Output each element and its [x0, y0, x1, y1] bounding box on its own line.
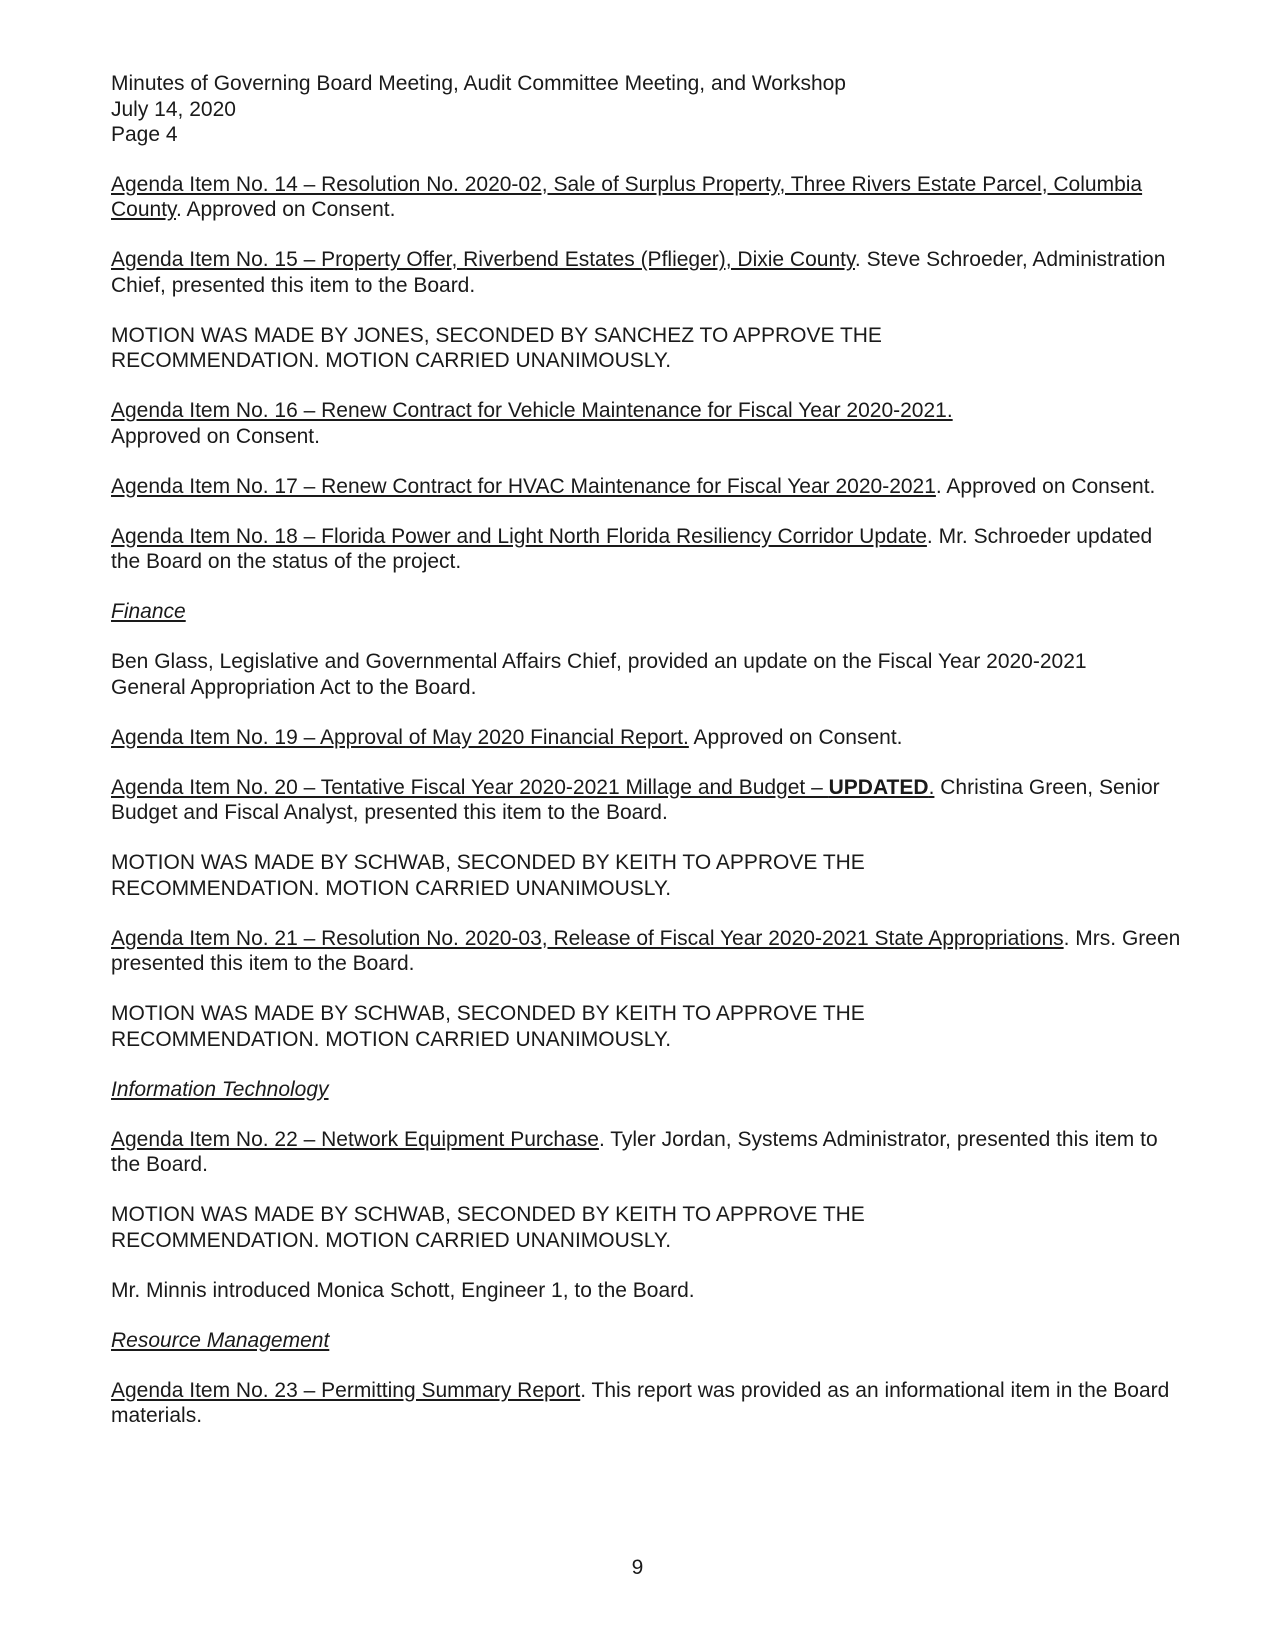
agenda-item-15-title: Agenda Item No. 15 – Property Offer, Riverbend Estates (Pflieger), Dixie County — [111, 248, 855, 271]
agenda-item-23-text: . This report was provided as an informational item in the Board materials. — [111, 1378, 1170, 1427]
agenda-item-16-title: Agenda Item No. 16 – Renew Contract for Vehicle Maintenance for Fiscal Year 2020-2021. — [111, 399, 953, 422]
document-page — [111, 71, 1186, 1453]
section-information-technology — [111, 1077, 1186, 1103]
agenda-item-21-text: . Mrs. Green presented this item to the Board. — [111, 926, 1181, 975]
agenda-item-20-dot: . — [928, 775, 935, 799]
agenda-item-23 — [111, 1378, 1186, 1429]
section-finance — [111, 599, 1186, 625]
agenda-item-17-title: Agenda Item No. 17 – Renew Contract for HVAC Maintenance for Fiscal Year 2020-2021 — [111, 474, 936, 498]
motion-item-21: MOTION WAS MADE BY SCHWAB, SECONDED BY KEITH TO APPROVE THE RECOMMENDATION. MOTION CARRIED UNANIMOUSLY. — [111, 1002, 865, 1051]
it-heading: Information Technology — [111, 1077, 329, 1101]
header-date: July 14, 2020 — [111, 97, 236, 121]
agenda-item-17 — [111, 474, 1186, 500]
agenda-item-16-text: Approved on Consent. — [111, 424, 320, 448]
updated-label: UPDATED — [828, 775, 929, 799]
agenda-item-15-text: . Steve Schroeder, Administration Chief, presented this item to the Board. — [111, 248, 1166, 297]
agenda-item-20-title — [111, 776, 934, 799]
document-header — [111, 71, 1186, 148]
rm-heading: Resource Management — [111, 1328, 330, 1352]
minnis-introduction: Mr. Minnis introduced Monica Schott, Engineer 1, to the Board. — [111, 1278, 695, 1302]
agenda-item-14-text: . Approved on Consent. — [175, 198, 396, 221]
agenda-item-15 — [111, 247, 1186, 298]
page-number: 9 — [631, 1556, 644, 1579]
header-title: Minutes of Governing Board Meeting, Audit Committee Meeting, and Workshop — [111, 72, 846, 95]
section-resource-management — [111, 1328, 1186, 1354]
motion-item-20: MOTION WAS MADE BY SCHWAB, SECONDED BY KEITH TO APPROVE THE RECOMMENDATION. MOTION CARRIED UNANIMOUSLY. — [111, 851, 865, 900]
agenda-item-16 — [111, 398, 1186, 449]
agenda-item-20-text: Christina Green, Senior Budget and Fiscal Analyst, presented this item to the Board. — [111, 775, 1160, 824]
glass-update: Ben Glass, Legislative and Governmental Affairs Chief, provided an update on the Fiscal Year 2020-2021 General Appropriation Act to the Board. — [111, 650, 1087, 699]
agenda-item-19-text: Approved on Consent. — [688, 725, 903, 749]
agenda-item-18-title: Agenda Item No. 18 – Florida Power and Light North Florida Resiliency Corridor Update — [111, 524, 927, 548]
agenda-item-22-title: Agenda Item No. 22 – Network Equipment Purchase — [111, 1127, 599, 1151]
agenda-item-20-title-text: Agenda Item No. 20 – Tentative Fiscal Year 2020-2021 Millage and Budget – — [111, 775, 829, 799]
agenda-item-21-title: Agenda Item No. 21 – Resolution No. 2020-03, Release of Fiscal Year 2020-2021 State Appropriations — [111, 926, 1064, 950]
agenda-item-18-text: . Mr. Schroeder updated the Board on the status of the project. — [111, 524, 1153, 573]
agenda-item-22 — [111, 1127, 1186, 1178]
motion-item-15: MOTION WAS MADE BY JONES, SECONDED BY SANCHEZ TO APPROVE THE RECOMMENDATION. MOTION CARRIED UNANIMOUSLY. — [111, 323, 882, 372]
header-page: Page 4 — [111, 123, 178, 146]
agenda-item-14 — [111, 172, 1186, 223]
finance-heading: Finance — [111, 600, 186, 623]
motion-item-22: MOTION WAS MADE BY SCHWAB, SECONDED BY KEITH TO APPROVE THE RECOMMENDATION. MOTION CARRIED UNANIMOUSLY. — [111, 1203, 865, 1252]
agenda-item-21 — [111, 926, 1186, 977]
agenda-item-23-title: Agenda Item No. 23 – Permitting Summary Report — [111, 1378, 581, 1402]
agenda-item-18 — [111, 524, 1186, 575]
agenda-item-20 — [111, 775, 1186, 826]
agenda-item-17-text: . Approved on Consent. — [935, 474, 1156, 498]
agenda-item-22-text: . Tyler Jordan, Systems Administrator, presented this item to the Board. — [111, 1127, 1158, 1176]
agenda-item-19 — [111, 725, 1186, 751]
agenda-item-14-title: Agenda Item No. 14 – Resolution No. 2020-02, Sale of Surplus Property, Three Rivers Estate Parcel, Columbia County — [111, 172, 1143, 221]
agenda-item-19-title: Agenda Item No. 19 – Approval of May 2020 Financial Report. — [111, 725, 689, 749]
